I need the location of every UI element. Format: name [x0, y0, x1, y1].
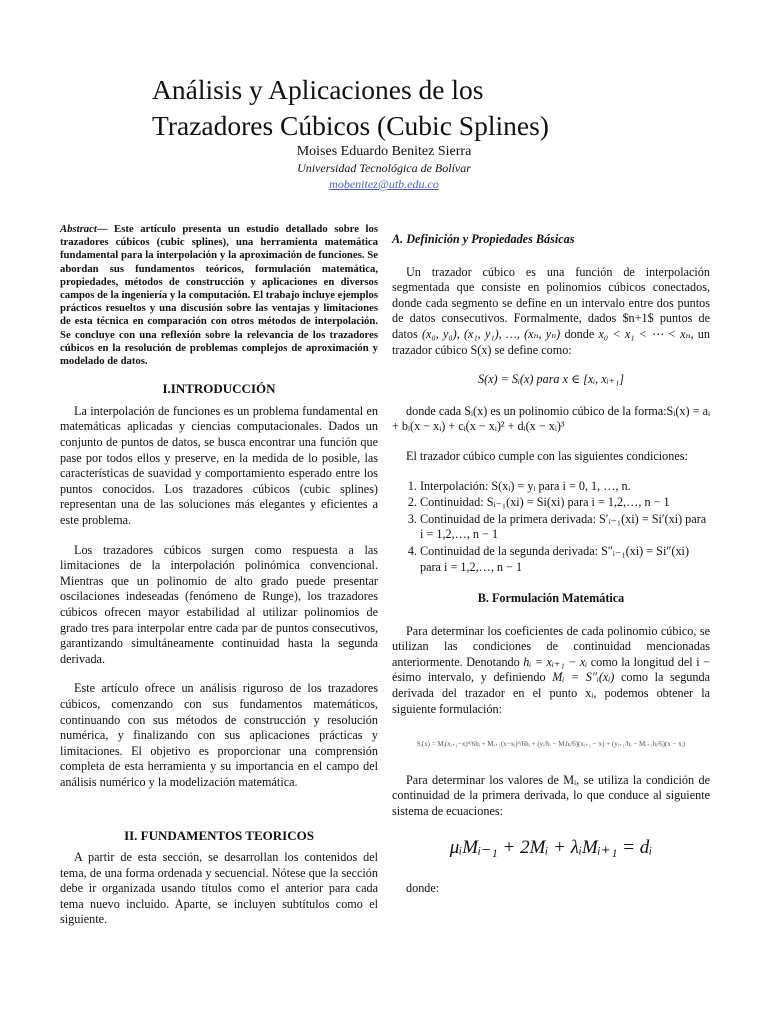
title-line-2: Trazadores Cúbicos (Cubic Splines) — [152, 110, 549, 141]
section-b-paragraph-3: donde: — [406, 881, 440, 896]
section-b-p1-start: Para determinar los coeficientes de cada polinomio cúbico, se utilizan las condiciones de continuidad mencionadas anteriormente. Denotando — [392, 623, 710, 669]
paper-title — [152, 72, 632, 144]
fundamentos-paragraph-1: A partir de esta sección, se desarrollan los contenidos del tema, de una forma ordenada y secuencial. Nótese que la sección debe ir organizada usando títulos como el anterior para cada tema nuevo incluido. Aparte, se incluyen subtítulos como el siguiente. — [60, 850, 378, 927]
section-b-p1-end: como la segunda derivada del trazador en el punto xᵢ, podemos obtener la siguiente formulación: — [392, 670, 710, 716]
spline-definition-equation: S(x) = Sᵢ(x) para x ∈ [xᵢ, xᵢ₊₁] — [477, 372, 625, 387]
section-b-paragraph-1 — [392, 624, 710, 718]
intro-paragraph-1: La interpolación de funciones es un problema fundamental en matemáticas aplicadas y ciencias computacionales. Dados un conjunto de puntos de datos, se busca encontrar una función que pase por todos ellos y preserve, en la medida de lo posible, las características de suavidad y comportamiento esperado entre los puntos conocidos. Los trazadores cúbicos (cubic splines) representan una de las soluciones más elegantes y eficientes a este problema. — [60, 403, 378, 527]
section-a-p1-start: Un trazador cúbico es una función de interpolación segmentada que consiste en polinomios cúbicos conectados, donde cada segmento se define en un intervalo entre dos puntos de datos consecutivos. Formalmente, dados $n+1$ puntos de datos — [392, 264, 710, 341]
abstract-text: — Este artículo presenta un estudio detallado sobre los trazadores cúbicos (cubic splines), una herramienta matemática fundamental para la interpolación y la aproximación de funciones. Se abordan sus fundamentos teóricos, formulación matemática, propiedades, métodos de construcción y aplicaciones en diversos campos de la ingeniería y la computación. El trabajo incluye ejemplos prácticos resueltos y una discusión sobre las ventajas y limitaciones de esta técnica en comparación con otros métodos de interpolación. Se concluye con una reflexión sobre la relevancia de los trazadores cúbicos en la resolución de problemas complejos de aproximación y modelado de datos. — [60, 223, 378, 368]
section-a-paragraph-2: donde cada Sᵢ(x) es un polinomio cúbico de la forma:Sᵢ(x) = aᵢ + bᵢ(x − xᵢ) + cᵢ(x − xᵢ)² + dᵢ(x − xᵢ)³ — [392, 403, 710, 434]
data-points-formula: (x₀, y₀), (x₁, y₁), …, (xₙ, yₙ) — [421, 326, 561, 341]
author-name: Moises Eduardo Benitez Sierra — [296, 144, 472, 159]
intro-paragraph-3: Este artículo ofrece un análisis riguroso de los trazadores cúbicos, comenzando con sus fundamentos matemáticos, continuando con sus métodos de construcción y resolución numérica, y finalizando con sus aplicaciones prácticas y limitaciones. El objetivo es proporcionar una comprensión completa de esta herramienta y su importancia en el campo del análisis numérico y la modelización matemática. — [60, 681, 378, 789]
condition-item: 1. Interpolación: S(xᵢ) = yᵢ para i = 0, 1, …, n. — [420, 479, 710, 495]
second-derivative-formula: Mᵢ = S″ᵢ(xᵢ) — [552, 670, 615, 685]
section-b-paragraph-2: Para determinar los valores de Mᵢ, se utiliza la condición de continuidad de la primera derivada, lo que conduce al siguiente sistema de ecuaciones: — [392, 772, 710, 819]
condition-item: 4. Continuidad de la segunda derivada: S″ᵢ₋₁(xi) = Si″(xi) para i = 1,2,…, n − 1 — [420, 544, 710, 575]
ordering-formula: x₀ < x₁ < ⋯ < xₙ — [598, 326, 691, 341]
fundamentos-heading: II. FUNDAMENTOS TEORICOS — [124, 828, 314, 844]
conditions-list — [392, 479, 710, 576]
section-a-heading: A. Definición y Propiedades Básicas — [392, 232, 575, 246]
section-a-p1-mid: donde — [560, 326, 599, 341]
author-email-link[interactable]: mobenitez@utb.edu.co — [329, 177, 439, 191]
author-affiliation: Universidad Tecnológica de Bolívar — [297, 161, 471, 175]
condition-item: 3. Continuidad de la primera derivada: S′ᵢ₋₁(xi) = Si′(xi) para i = 1,2,…, n − 1 — [420, 512, 710, 543]
abstract-label: Abstract — [60, 223, 97, 235]
section-b-p1-mid: como la longitud del i − ésimo intervalo, y definiendo — [392, 654, 710, 685]
tridiagonal-system-equation: μᵢMᵢ₋₁ + 2Mᵢ + λᵢMᵢ₊₁ = dᵢ — [449, 836, 653, 858]
title-line-1: Análisis y Aplicaciones de los — [152, 74, 484, 105]
condition-item: 2. Continuidad: Sᵢ₋₁(xi) = Si(xi) para i = 1,2,…, n − 1 — [420, 495, 710, 511]
right-column — [392, 232, 710, 897]
interval-length-formula: hᵢ = xᵢ₊₁ − xᵢ — [523, 654, 588, 669]
section-b-heading: B. Formulación Matemática — [477, 591, 625, 606]
section-a-paragraph-3: El trazador cúbico cumple con las siguientes condiciones: — [406, 448, 688, 463]
intro-heading: I.INTRODUCCIÓN — [162, 381, 276, 397]
abstract — [60, 223, 378, 368]
spline-formula-equation: Sᵢ(x) = Mᵢ(xᵢ₊₁−x)³/6hᵢ + Mᵢ₊₁(x−xᵢ)³/6hᵢ + (yᵢ/hᵢ − Mᵢhᵢ/6)(xᵢ₊₁ − x) + (yᵢ₊₁/hᵢ − Mᵢ₊₁hᵢ/6)(x − xᵢ) — [416, 740, 686, 749]
intro-paragraph-2: Los trazadores cúbicos surgen como respuesta a las limitaciones de la interpolación polinómica convencional. Mientras que un polinomio de alto grado puede presentar oscilaciones indeseadas (fenómeno de Runge), los trazadores cúbicos ofrecen mayor estabilidad al utilizar polinomios de grado tres para interpolar entre cada par de puntos consecutivos, garantizando simultáneamente continuidad hasta la segunda derivada. — [60, 542, 378, 666]
left-column — [60, 223, 378, 928]
section-a-p1-end: , un trazador cúbico S(x) se define como: — [392, 326, 710, 357]
section-a-paragraph-1 — [392, 265, 710, 359]
